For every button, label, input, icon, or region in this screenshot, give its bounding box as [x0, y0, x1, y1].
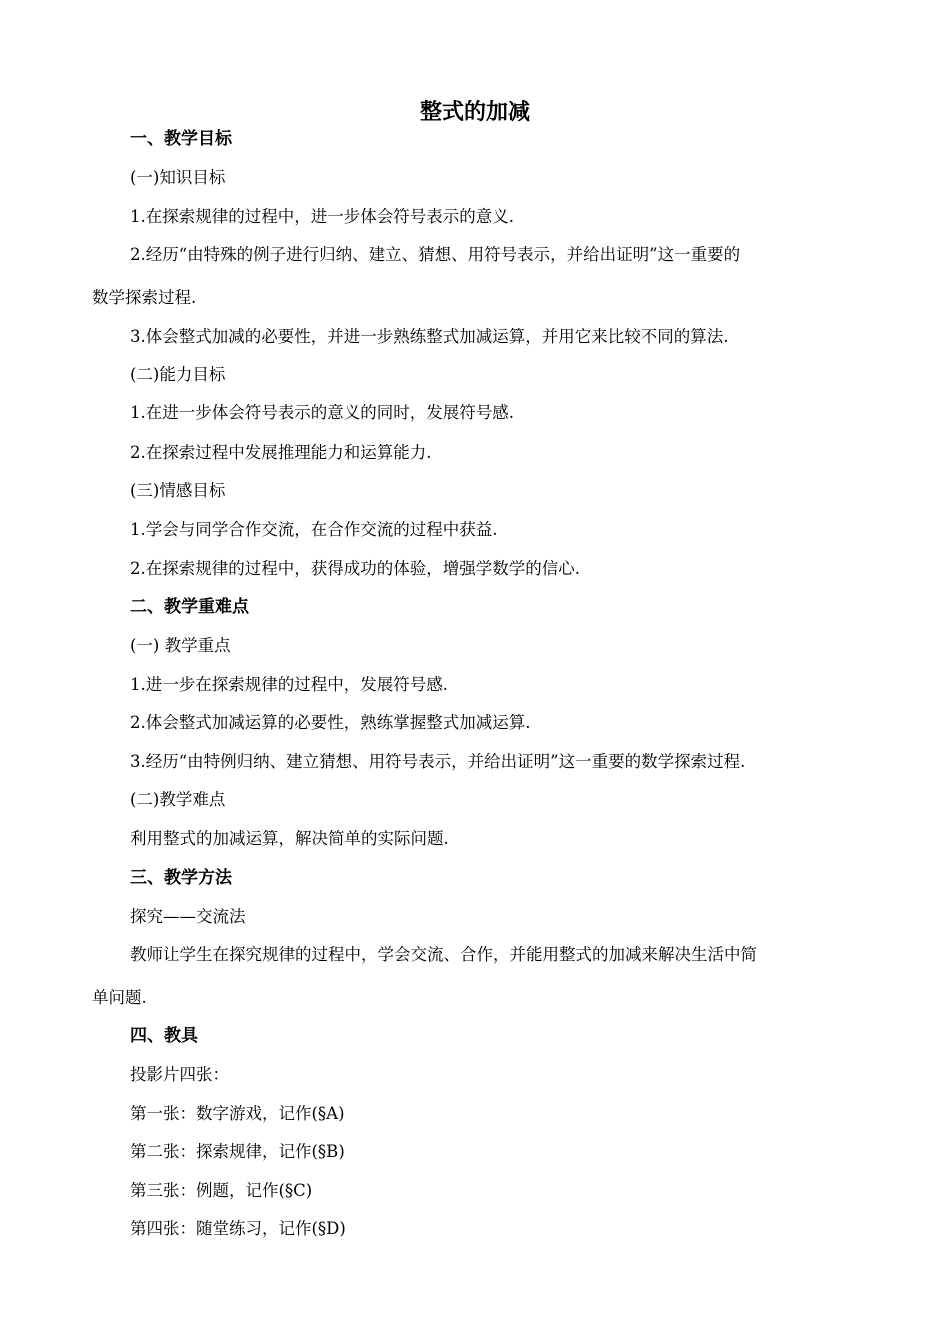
teaching-method-description: 教师让学生在探究规律的过程中，学会交流、合作，并能用整式的加减来解决生活中简: [130, 945, 757, 964]
slide-item-4: 第四张：随堂练习，记作(§D): [130, 1219, 346, 1238]
subsection-teaching-difficulty: (二)教学难点: [130, 790, 226, 809]
subsection-emotion-goals: (三)情感目标: [130, 481, 226, 500]
emotion-goal-item-2: 2.在探索规律的过程中，获得成功的体验，增强学数学的信心.: [130, 559, 580, 578]
subsection-knowledge-goals: (一)知识目标: [130, 168, 226, 187]
slide-item-3: 第三张：例题，记作(§C): [130, 1181, 313, 1200]
section-heading-teaching-aids: 四、教具: [130, 1026, 198, 1046]
subsection-teaching-focus: (一) 教学重点: [130, 636, 231, 655]
knowledge-goal-item-2-continued: 数学探索过程.: [92, 288, 197, 307]
section-heading-key-points: 二、教学重难点: [130, 597, 249, 617]
section-heading-teaching-method: 三、教学方法: [130, 868, 232, 888]
teaching-focus-item-1: 1.进一步在探索规律的过程中，发展符号感.: [130, 675, 448, 694]
section-heading-teaching-goals: 一、教学目标: [130, 129, 232, 149]
slide-item-2: 第二张：探索规律，记作(§B): [130, 1142, 345, 1161]
knowledge-goal-item-3: 3.体会整式加减的必要性，并进一步熟练整式加减运算，并用它来比较不同的算法.: [130, 327, 729, 346]
teaching-aids-intro: 投影片四张：: [130, 1065, 229, 1084]
knowledge-goal-item-2: 2.经历“由特殊的例子进行归纳、建立、猜想、用符号表示，并给出证明”这一重要的: [130, 245, 741, 264]
emotion-goal-item-1: 1.学会与同学合作交流，在合作交流的过程中获益.: [130, 520, 498, 539]
teaching-focus-item-2: 2.体会整式加减运算的必要性，熟练掌握整式加减运算.: [130, 713, 531, 732]
ability-goal-item-2: 2.在探索过程中发展推理能力和运算能力.: [130, 443, 432, 462]
teaching-difficulty-text: 利用整式的加减运算，解决简单的实际问题.: [130, 829, 449, 848]
teaching-method-name: 探究——交流法: [130, 907, 246, 926]
teaching-focus-item-3: 3.经历“由特例归纳、建立猜想、用符号表示，并给出证明”这一重要的数学探索过程.: [130, 752, 746, 771]
subsection-ability-goals: (二)能力目标: [130, 365, 226, 384]
teaching-method-description-continued: 单问题.: [92, 988, 147, 1007]
document-title: 整式的加减: [419, 100, 530, 125]
slide-item-1: 第一张：数字游戏，记作(§A): [130, 1104, 345, 1123]
knowledge-goal-item-1: 1.在探索规律的过程中，进一步体会符号表示的意义.: [130, 207, 514, 226]
ability-goal-item-1: 1.在进一步体会符号表示的意义的同时，发展符号感.: [130, 403, 514, 422]
